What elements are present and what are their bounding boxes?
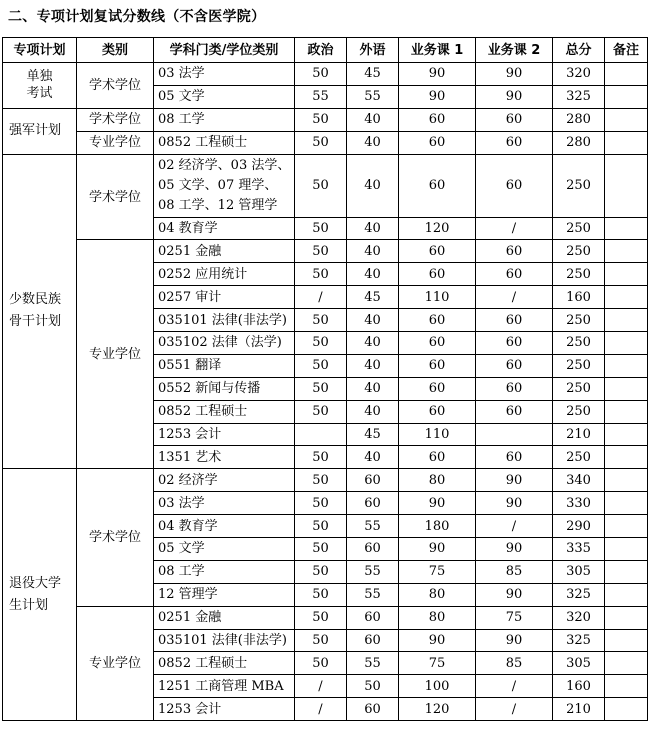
table-row [3, 606, 648, 629]
politics-cell: 50 [295, 154, 347, 217]
category-cell: 专业学位 [77, 240, 154, 469]
total-cell: 160 [553, 675, 605, 698]
category-cell: 学术学位 [77, 469, 154, 606]
politics-cell: / [295, 675, 347, 698]
course2-cell: 60 [476, 154, 553, 217]
total-cell: 320 [553, 63, 605, 86]
header-subject: 学科门类/学位类别 [154, 38, 295, 63]
course2-cell: 60 [476, 377, 553, 400]
note-cell [605, 63, 648, 86]
total-cell: 250 [553, 240, 605, 263]
category-cell: 专业学位 [77, 131, 154, 154]
note-cell [605, 446, 648, 469]
foreign-cell: 40 [347, 108, 399, 131]
foreign-cell: 40 [347, 154, 399, 217]
politics-cell: 50 [295, 354, 347, 377]
table-row [3, 131, 648, 154]
subject-cell: 1253 会计 [154, 423, 295, 446]
subject-cell: 035101 法律(非法学) [154, 309, 295, 332]
course2-cell: 60 [476, 332, 553, 355]
foreign-cell: 40 [347, 400, 399, 423]
note-cell [605, 469, 648, 492]
total-cell: 250 [553, 377, 605, 400]
total-cell: 340 [553, 469, 605, 492]
table-row [3, 240, 648, 263]
plan-cell-p2: 强军计划 [3, 108, 77, 154]
note-cell [605, 698, 648, 721]
course2-cell: / [476, 675, 553, 698]
foreign-cell: 40 [347, 332, 399, 355]
plan-cell-p1: 单独 考试 [3, 63, 77, 109]
foreign-cell: 55 [347, 85, 399, 108]
subject-cell: 0552 新闻与传播 [154, 377, 295, 400]
subject-cell: 0852 工程硕士 [154, 400, 295, 423]
subject-cell: 0251 金融 [154, 606, 295, 629]
header-total: 总分 [553, 38, 605, 63]
category-cell: 学术学位 [77, 63, 154, 109]
total-cell: 210 [553, 423, 605, 446]
politics-cell: / [295, 698, 347, 721]
foreign-cell: 40 [347, 131, 399, 154]
table-row [3, 469, 648, 492]
course2-cell [476, 423, 553, 446]
course1-cell: 60 [399, 377, 476, 400]
subject-cell: 1351 艺术 [154, 446, 295, 469]
plan-cell-p3: 少数民族骨干计划 [3, 154, 77, 469]
course1-cell: 110 [399, 286, 476, 309]
note-cell [605, 629, 648, 652]
total-cell: 210 [553, 698, 605, 721]
note-cell [605, 423, 648, 446]
subject-cell: 0252 应用统计 [154, 263, 295, 286]
foreign-cell: 60 [347, 538, 399, 561]
course2-cell: 60 [476, 400, 553, 423]
note-cell [605, 286, 648, 309]
course2-cell: 60 [476, 263, 553, 286]
course1-cell: 60 [399, 332, 476, 355]
total-cell: 290 [553, 515, 605, 538]
foreign-cell: 60 [347, 629, 399, 652]
note-cell [605, 332, 648, 355]
total-cell: 335 [553, 538, 605, 561]
politics-cell: 50 [295, 515, 347, 538]
subject-cell: 1251 工商管理 MBA [154, 675, 295, 698]
politics-cell: 50 [295, 538, 347, 561]
note-cell [605, 492, 648, 515]
total-cell: 325 [553, 629, 605, 652]
course1-cell: 90 [399, 629, 476, 652]
note-cell [605, 217, 648, 240]
foreign-cell: 40 [347, 446, 399, 469]
foreign-cell: 55 [347, 515, 399, 538]
subject-cell: 035102 法律（法学) [154, 332, 295, 355]
course1-cell: 60 [399, 108, 476, 131]
foreign-cell: 55 [347, 583, 399, 606]
total-cell: 305 [553, 652, 605, 675]
foreign-cell: 45 [347, 423, 399, 446]
foreign-cell: 40 [347, 263, 399, 286]
politics-cell: 50 [295, 63, 347, 86]
header-row [3, 38, 648, 63]
foreign-cell: 55 [347, 560, 399, 583]
politics-cell: 50 [295, 332, 347, 355]
subject-cell: 04 教育学 [154, 217, 295, 240]
table-row [3, 63, 648, 86]
course2-cell: 90 [476, 538, 553, 561]
note-cell [605, 309, 648, 332]
subject-cell: 0257 审计 [154, 286, 295, 309]
course1-cell: 90 [399, 492, 476, 515]
foreign-cell: 40 [347, 217, 399, 240]
politics-cell: 50 [295, 309, 347, 332]
subject-cell: 12 管理学 [154, 583, 295, 606]
header-foreign: 外语 [347, 38, 399, 63]
note-cell [605, 354, 648, 377]
total-cell: 250 [553, 154, 605, 217]
section-heading: 二、专项计划复试分数线（不含医学院） [8, 9, 266, 25]
total-cell: 250 [553, 309, 605, 332]
politics-cell: 50 [295, 400, 347, 423]
course2-cell: 85 [476, 652, 553, 675]
note-cell [605, 515, 648, 538]
subject-cell: 0551 翻译 [154, 354, 295, 377]
category-cell: 专业学位 [77, 606, 154, 720]
total-cell: 325 [553, 583, 605, 606]
note-cell [605, 675, 648, 698]
course1-cell: 90 [399, 63, 476, 86]
course2-cell: 90 [476, 492, 553, 515]
course2-cell: 60 [476, 240, 553, 263]
total-cell: 250 [553, 354, 605, 377]
course2-cell: 60 [476, 131, 553, 154]
subject-cell: 08 工学 [154, 560, 295, 583]
politics-cell: 50 [295, 492, 347, 515]
course1-cell: 75 [399, 652, 476, 675]
note-cell [605, 85, 648, 108]
politics-cell: 50 [295, 606, 347, 629]
table-row [3, 154, 648, 217]
politics-cell: 50 [295, 263, 347, 286]
total-cell: 250 [553, 332, 605, 355]
course1-cell: 80 [399, 583, 476, 606]
course1-cell: 60 [399, 400, 476, 423]
course2-cell: 90 [476, 629, 553, 652]
politics-cell: / [295, 286, 347, 309]
course1-cell: 60 [399, 446, 476, 469]
course2-cell: / [476, 515, 553, 538]
politics-cell: 50 [295, 446, 347, 469]
politics-cell: 50 [295, 560, 347, 583]
politics-cell: 50 [295, 652, 347, 675]
total-cell: 330 [553, 492, 605, 515]
category-cell: 学术学位 [77, 154, 154, 240]
total-cell: 325 [553, 85, 605, 108]
subject-cell: 1253 会计 [154, 698, 295, 721]
foreign-cell: 40 [347, 377, 399, 400]
course1-cell: 75 [399, 560, 476, 583]
course2-cell: 60 [476, 446, 553, 469]
course2-cell: 90 [476, 63, 553, 86]
foreign-cell: 60 [347, 492, 399, 515]
politics-cell: 50 [295, 583, 347, 606]
note-cell [605, 583, 648, 606]
note-cell [605, 240, 648, 263]
foreign-cell: 40 [347, 309, 399, 332]
course2-cell: 90 [476, 85, 553, 108]
politics-cell: 50 [295, 131, 347, 154]
course2-cell: / [476, 286, 553, 309]
subject-cell: 02 经济学、03 法学、05 文学、07 理学、08 工学、12 管理学 [154, 154, 295, 217]
foreign-cell: 55 [347, 652, 399, 675]
total-cell: 280 [553, 131, 605, 154]
foreign-cell: 60 [347, 698, 399, 721]
course1-cell: 90 [399, 85, 476, 108]
note-cell [605, 263, 648, 286]
course1-cell: 80 [399, 469, 476, 492]
course2-cell: 60 [476, 354, 553, 377]
foreign-cell: 45 [347, 63, 399, 86]
note-cell [605, 131, 648, 154]
header-category: 类别 [77, 38, 154, 63]
header-course2: 业务课 2 [476, 38, 553, 63]
note-cell [605, 560, 648, 583]
note-cell [605, 377, 648, 400]
course2-cell: / [476, 217, 553, 240]
note-cell [605, 652, 648, 675]
header-plan: 专项计划 [3, 38, 77, 63]
total-cell: 250 [553, 446, 605, 469]
total-cell: 250 [553, 263, 605, 286]
course1-cell: 60 [399, 354, 476, 377]
note-cell [605, 538, 648, 561]
politics-cell [295, 423, 347, 446]
course1-cell: 120 [399, 698, 476, 721]
course2-cell: 85 [476, 560, 553, 583]
total-cell: 280 [553, 108, 605, 131]
course1-cell: 120 [399, 217, 476, 240]
course1-cell: 90 [399, 538, 476, 561]
course2-cell: 75 [476, 606, 553, 629]
politics-cell: 50 [295, 377, 347, 400]
total-cell: 160 [553, 286, 605, 309]
subject-cell: 0251 金融 [154, 240, 295, 263]
politics-cell: 50 [295, 469, 347, 492]
note-cell [605, 154, 648, 217]
note-cell [605, 400, 648, 423]
header-course1: 业务课 1 [399, 38, 476, 63]
table-row [3, 108, 648, 131]
course1-cell: 60 [399, 263, 476, 286]
subject-cell: 02 经济学 [154, 469, 295, 492]
subject-cell: 05 文学 [154, 85, 295, 108]
total-cell: 250 [553, 400, 605, 423]
politics-cell: 50 [295, 240, 347, 263]
foreign-cell: 50 [347, 675, 399, 698]
course2-cell: 60 [476, 309, 553, 332]
total-cell: 250 [553, 217, 605, 240]
foreign-cell: 60 [347, 469, 399, 492]
foreign-cell: 45 [347, 286, 399, 309]
politics-cell: 50 [295, 108, 347, 131]
plan-cell-p4: 退役大学生计划 [3, 469, 77, 721]
subject-cell: 03 法学 [154, 63, 295, 86]
subject-cell: 05 文学 [154, 538, 295, 561]
course1-cell: 60 [399, 309, 476, 332]
course2-cell: 90 [476, 583, 553, 606]
course1-cell: 60 [399, 154, 476, 217]
subject-cell: 0852 工程硕士 [154, 652, 295, 675]
category-cell: 学术学位 [77, 108, 154, 131]
course1-cell: 110 [399, 423, 476, 446]
course2-cell: / [476, 698, 553, 721]
course1-cell: 60 [399, 131, 476, 154]
politics-cell: 50 [295, 217, 347, 240]
course1-cell: 100 [399, 675, 476, 698]
total-cell: 305 [553, 560, 605, 583]
note-cell [605, 108, 648, 131]
subject-cell: 0852 工程硕士 [154, 131, 295, 154]
note-cell [605, 606, 648, 629]
subject-cell: 035101 法律(非法学) [154, 629, 295, 652]
header-politics: 政治 [295, 38, 347, 63]
foreign-cell: 40 [347, 240, 399, 263]
politics-cell: 55 [295, 85, 347, 108]
subject-cell: 04 教育学 [154, 515, 295, 538]
course1-cell: 60 [399, 240, 476, 263]
foreign-cell: 40 [347, 354, 399, 377]
header-note: 备注 [605, 38, 648, 63]
course1-cell: 80 [399, 606, 476, 629]
politics-cell: 50 [295, 629, 347, 652]
course2-cell: 60 [476, 108, 553, 131]
score-table [2, 37, 648, 721]
subject-cell: 08 工学 [154, 108, 295, 131]
subject-cell: 03 法学 [154, 492, 295, 515]
course2-cell: 90 [476, 469, 553, 492]
course1-cell: 180 [399, 515, 476, 538]
total-cell: 320 [553, 606, 605, 629]
foreign-cell: 60 [347, 606, 399, 629]
